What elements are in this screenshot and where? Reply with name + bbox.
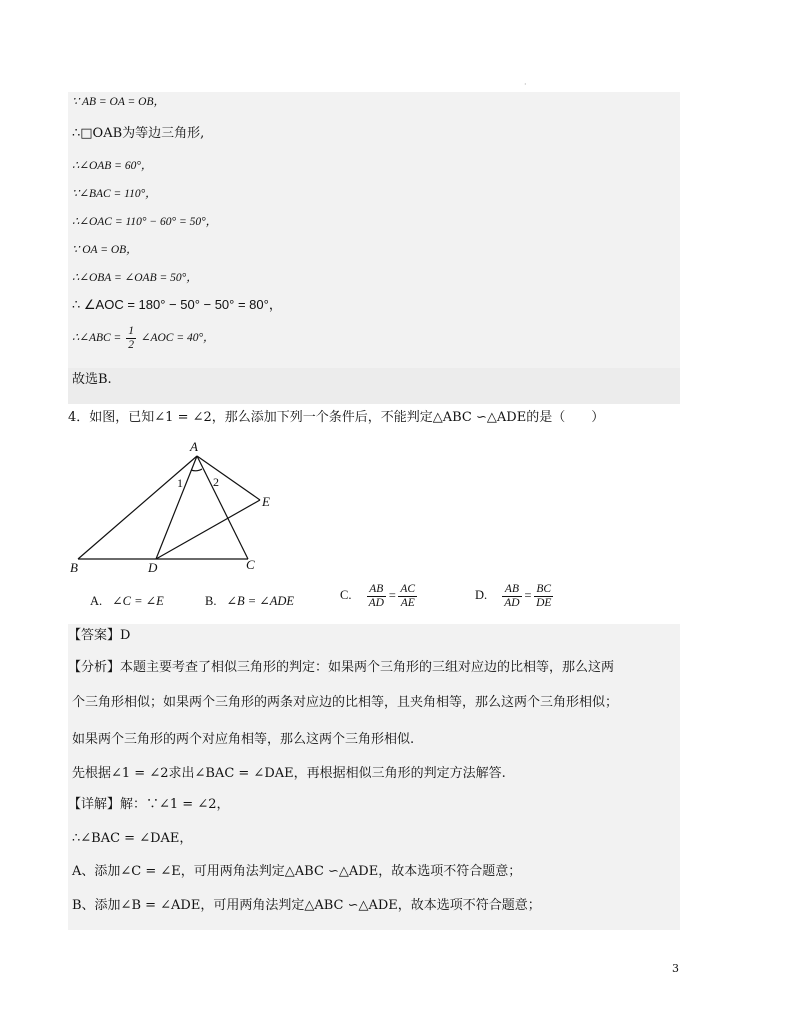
analysis-line: 【分析】本题主要考查了相似三角形的判定：如果两个三角形的三组对应边的比相等，那么这两: [68, 660, 615, 675]
solution-line: ∴∠OBA = ∠OAB = 50°，: [72, 272, 198, 284]
segment-ac: [197, 456, 248, 559]
angle-1-label: 1: [177, 476, 183, 490]
half-fraction: [126, 325, 136, 352]
label-b: B: [70, 560, 78, 575]
analysis-line: 如果两个三角形的两个对应角相等，那么这两个三角形相似.: [72, 732, 415, 747]
detail-line: ∴∠BAC = ∠DAE，: [72, 831, 193, 846]
fraction-ab-ad: $\frac{AB}{AD}$: [368, 583, 384, 609]
solution-line: ∴□OAB为等边三角形,: [72, 126, 205, 141]
label-e: E: [262, 494, 270, 509]
question-text: 4．如图，已知∠1 = ∠2，那么添加下列一个条件后，不能判定△ABC ∽△ADE的是（ ）: [68, 410, 605, 425]
page-number: 3: [672, 962, 679, 975]
option-c[interactable]: C. $\frac{AB}{AD}$ = $\frac{AC}{AE}$: [340, 583, 416, 609]
angle-arc: [191, 469, 202, 471]
label-c: C: [246, 557, 255, 572]
solution-line: ∵ AB = OA = OB，: [72, 96, 166, 108]
segment-ab: [78, 456, 197, 559]
segment-ad: [156, 456, 197, 559]
segment-de: [156, 500, 260, 559]
conclusion: 故选B.: [72, 372, 112, 387]
fraction-ac-ae: $\frac{AC}{AE}$: [400, 583, 416, 609]
label-a: A: [190, 439, 198, 454]
analysis-line: 先根据∠1 = ∠2求出∠BAC = ∠DAE，再根据相似三角形的判定方法解答.: [72, 766, 506, 781]
segment-ae: [197, 456, 260, 500]
solution-line: ∵ OA = OB，: [72, 244, 138, 256]
last-suffix: ∠AOC = 40°，: [140, 332, 215, 345]
frac-denominator: 2: [128, 339, 134, 351]
last-prefix: ∴∠ABC =: [72, 332, 122, 345]
label-d: D: [148, 560, 158, 575]
solution-line: ∵∠BAC = 110°，: [72, 188, 157, 200]
option-d[interactable]: D. $\frac{AB}{AD}$ = $\frac{BC}{DE}$: [475, 583, 552, 609]
analysis-line: 个三角形相似；如果两个三角形的两条对应边的比相等，且夹角相等，那么这两个三角形相似；: [72, 695, 619, 710]
triangle-figure: [60, 438, 290, 578]
detail-line: 【详解】解：∵∠1 = ∠2，: [68, 797, 230, 812]
detail-line: B、添加∠B = ∠ADE，可用两角法判定△ABC ∽△ADE，故本选项不符合题意；: [72, 898, 541, 913]
fraction-ab-ad: $\frac{AB}{AD}$: [504, 583, 520, 609]
solution-line: ∴∠OAB = 60°，: [72, 160, 153, 172]
option-a[interactable]: A. ∠C = ∠E: [90, 594, 164, 608]
solution-last-line: [72, 325, 215, 352]
fraction-bc-de: $\frac{BC}{DE}$: [536, 583, 552, 609]
conclusion-panel: [68, 368, 680, 404]
corner-mark: ·: [524, 80, 527, 89]
solution-line: ∴ ∠AOC = 180° − 50° − 50° = 80°，: [72, 297, 282, 312]
answer-line: 【答案】D: [68, 628, 131, 643]
angle-2-label: 2: [213, 475, 219, 489]
frac-numerator: 1: [128, 325, 134, 337]
option-b[interactable]: B. ∠B = ∠ADE: [205, 594, 295, 608]
detail-line: A、添加∠C = ∠E，可用两角法判定△ABC ∽△ADE，故本选项不符合题意；: [72, 864, 522, 879]
solution-line: ∴∠OAC = 110° − 60° = 50°，: [72, 216, 218, 228]
